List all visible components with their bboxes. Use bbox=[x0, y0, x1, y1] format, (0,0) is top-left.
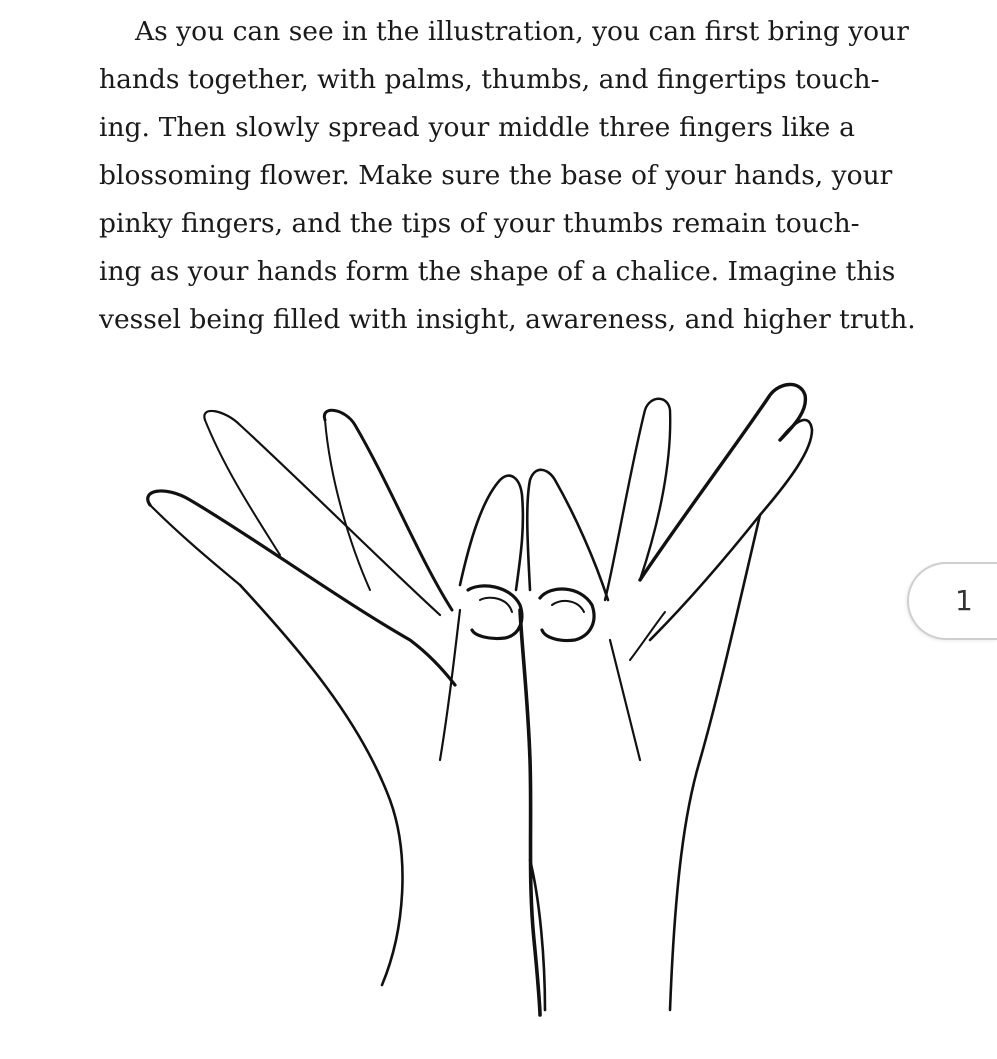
paragraph-line: As you can see in the illustration, you can first bring your bbox=[135, 16, 909, 47]
right-middle-outline bbox=[605, 399, 670, 600]
right-thumb-outline bbox=[540, 589, 594, 641]
paragraph-line: pinky fingers, and the tips of your thumbs remain touch- bbox=[99, 208, 860, 239]
left-middle-outline bbox=[324, 410, 452, 610]
body-paragraph bbox=[99, 8, 916, 344]
paragraph-line: ing. Then slowly spread your middle three fingers like a bbox=[99, 112, 855, 143]
left-thumb-outline bbox=[468, 586, 522, 639]
right-pinky-inner bbox=[630, 612, 665, 660]
page-number-label: 1 bbox=[955, 584, 973, 617]
right-index-outline bbox=[527, 470, 608, 600]
paragraph-line: vessel being filled with insight, awareness, and higher truth. bbox=[99, 304, 916, 335]
paragraph-line: blossoming flower. Make sure the base of your hands, your bbox=[99, 160, 893, 191]
right-palm-edge bbox=[670, 515, 760, 1010]
left-middle-inner bbox=[325, 420, 370, 590]
left-palm-line bbox=[440, 610, 460, 760]
left-pinky-inner bbox=[150, 505, 240, 585]
hands-illustration bbox=[120, 372, 840, 1032]
right-palm-line bbox=[610, 640, 640, 760]
paragraph-line: hands together, with palms, thumbs, and fingertips touch- bbox=[99, 64, 880, 95]
page-number-tab[interactable] bbox=[907, 562, 997, 640]
left-thumb-nail bbox=[480, 598, 512, 612]
right-thumb-nail bbox=[552, 601, 584, 612]
center-join-line bbox=[520, 610, 540, 1015]
left-index-outline bbox=[460, 476, 523, 590]
paragraph-line: ing as your hands form the shape of a chalice. Imagine this bbox=[99, 256, 896, 287]
left-palm-edge bbox=[240, 585, 402, 985]
